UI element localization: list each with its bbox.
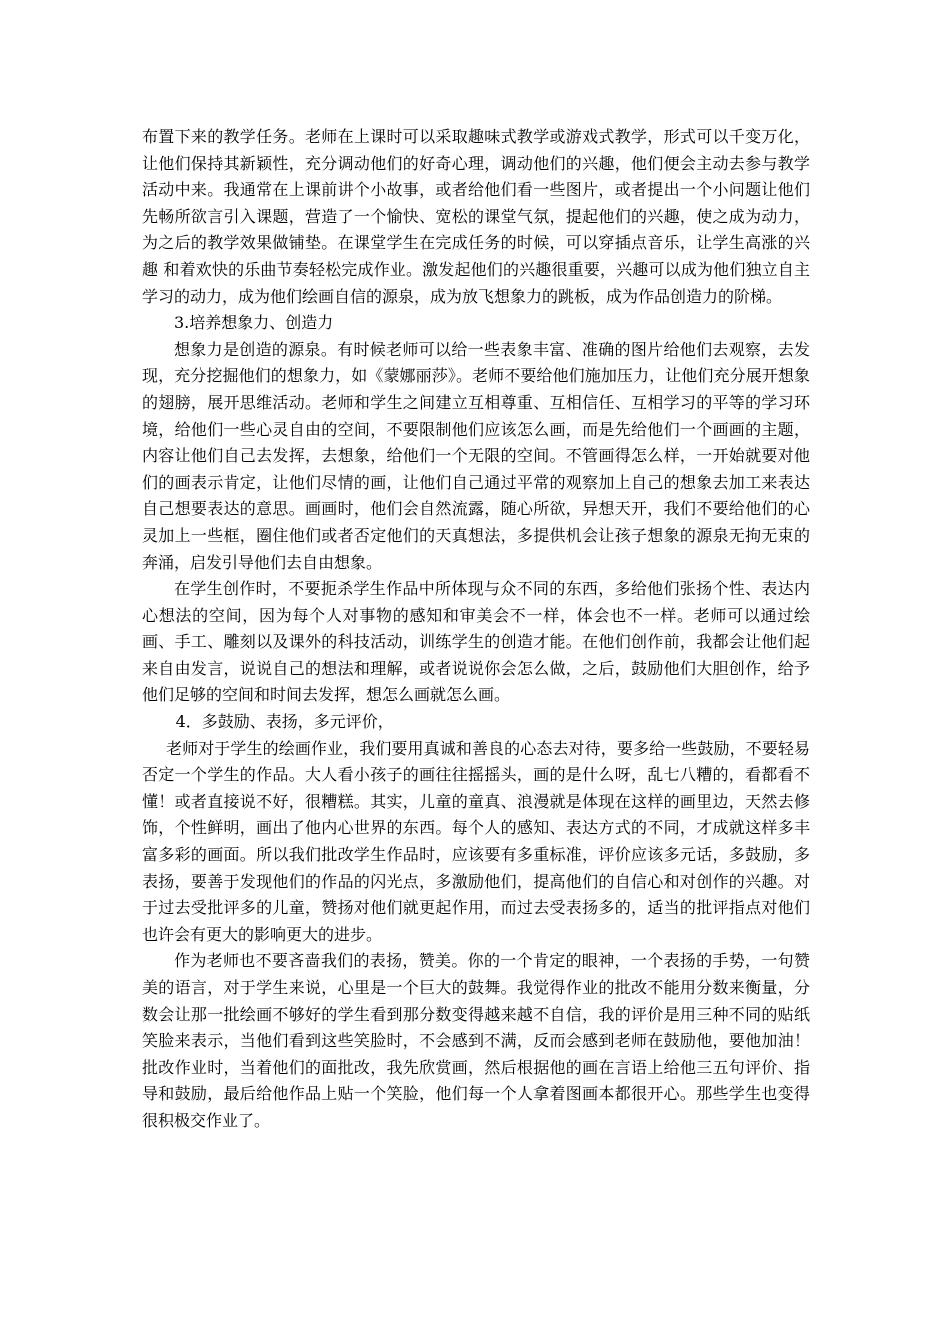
paragraph-imagination: 想象力是创造的源泉。有时候老师可以给一些表象丰富、准确的图片给他们去观察，去发现，充分挖掘他们的想象力，如《蒙娜丽莎》。老师不要给他们施加压力，让他们充分展开想象的翅膀，展开思维活动。老师和学生之间建立互相尊重、互相信任、互相学习的平等的学习环境，给他们一些心灵自由的空间，不要限制他们应该怎么画，而是先给他们一个画画的主题，内容让他们自己去发挥，去想象，给他们一个无限的空间。不管画得怎么样，一开始就要对他们的画表示肯定，让他们尽情的画，让他们自己通过平常的观察加上自己的想象去加工来表达自己想要表达的意思。画画时，他们会自然流露，随心所欲，异想天开，我们不要给他们的心灵加上一些框，圈住他们或者否定他们的天真想法，多提供机会让孩子想象的源泉无拘无束的奔涌，启发引导他们去自由想象。	[142, 339, 810, 572]
paragraph-praise: 作为老师也不要吝啬我们的表扬，赞美。你的一个肯定的眼神，一个表扬的手势，一句赞美的语言，对于学生来说，心里是一个巨大的鼓舞。我觉得作业的批改不能用分数来衡量，分数会让那一批绘画不够好的学生看到那分数变得越来越不自信，我的评价是用三种不同的贴纸笑脸来表示，当他们看到这些笑脸时，不会感到不满，反而会感到老师在鼓励他，要他加油！批改作业时，当着他们的面批改，我先欣赏画，然后根据他的画在言语上给他三五句评价、指导和鼓励，最后给他作品上贴一个笑脸，他们每一个人拿着图画本都很开心。那些学生也变得很积极交作业了。	[142, 951, 810, 1130]
paragraph-evaluation: 老师对于学生的绘画作业，我们要用真诚和善良的心态去对待，要多给一些鼓励，不要轻易否定一个学生的作品。大人看小孩子的画往往摇摇头，画的是什么呀，乱七八糟的，看都看不懂！或者直接说不好，很糟糕。其实，儿童的童真、浪漫就是体现在这样的画里边，天然去修饰，个性鲜明，画出了他内心世界的东西。每个人的感知、表达方式的不同，才成就这样多丰富多彩的画面。所以我们批改学生作品时，应该要有多重标准，评价应该多元话，多鼓励，多表扬，要善于发现他们的作品的闪光点，多激励他们，提高他们的自信心和对创作的兴趣。对于过去受批评多的儿童，赞扬对他们就更起作用，而过去受表扬多的，适当的批评指点对他们也许会有更大的影响更大的进步。	[142, 738, 810, 944]
section-heading-4: 4．多鼓励、表扬，多元评价，	[175, 712, 394, 732]
paragraph-intro: 布置下来的教学任务。老师在上课时可以采取趣味式教学或游戏式教学，形式可以千变万化，让他们保持其新颖性，充分调动他们的好奇心理，调动他们的兴趣，他们便会主动去参与教学活动中来。我通常在上课前讲个小故事，或者给他们看一些图片，或者提出一个小问题让他们先畅所欲言引入课题，营造了一个愉快、宽松的课堂气氛，提起他们的兴趣，使之成为动力，为之后的教学效果做铺垫。在课堂学生在完成任务的时候，可以穿插点音乐，让学生高涨的兴趣 和着欢快的乐曲节奏轻松完成作业。激发起他们的兴趣很重要，兴趣可以成为他们独立自主学习的动力，成为他们绘画自信的源泉，成为放飞想象力的跳板，成为作品创造力的阶梯。	[142, 127, 810, 306]
paragraph-creation: 在学生创作时，不要扼杀学生作品中所体现与众不同的东西，多给他们张扬个性、表达内心想法的空间，因为每个人对事物的感知和审美会不一样，体会也不一样。老师可以通过绘画、手工、雕刻以及课外的科技活动，训练学生的创造才能。在他们创作前，我都会让他们起来自由发言，说说自己的想法和理解，或者说说你会怎么做，之后，鼓励他们大胆创作，给予他们足够的空间和时间去发挥，想怎么画就怎么画。	[142, 579, 810, 705]
section-heading-3: 3.培养想象力、创造力	[174, 313, 334, 333]
document-page	[142, 124, 810, 1135]
